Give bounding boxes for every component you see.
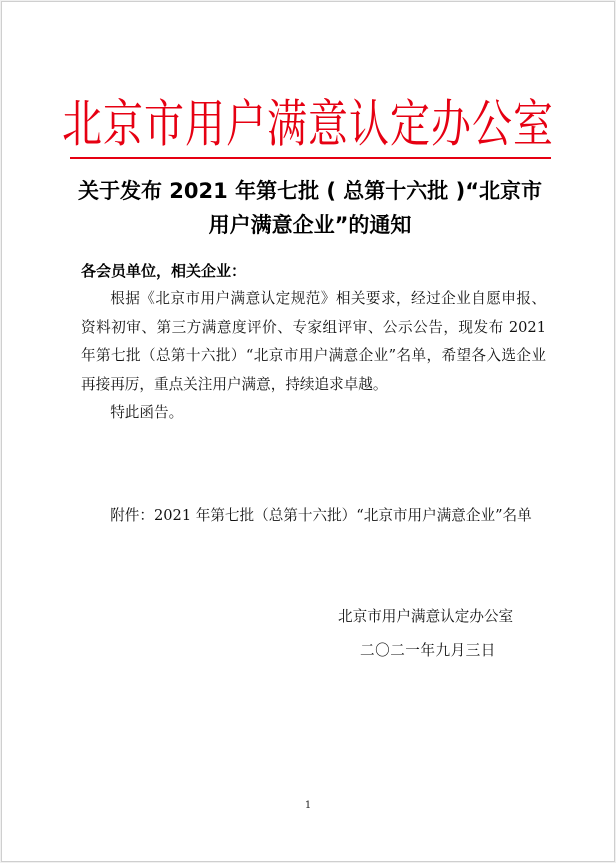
attachment-note: 附件：2021 年第七批（总第十六批）“北京市用户满意企业”名单 xyxy=(110,507,532,524)
notice-title-line2: 用户满意企业”的通知 xyxy=(208,213,412,237)
salutation: 各会员单位，相关企业： xyxy=(81,262,247,280)
issuer-signature: 北京市用户满意认定办公室 xyxy=(338,608,514,625)
issue-date: 二〇二一年九月三日 xyxy=(360,642,496,659)
document-page xyxy=(1,1,615,862)
masthead-title: 北京市用户满意认定办公室 xyxy=(62,95,554,155)
notice-title xyxy=(70,174,550,242)
body-paragraph-2: 特此函告。 xyxy=(110,404,184,421)
body-paragraph-1: 根据《北京市用户满意认定规范》相关要求，经过企业自愿申报、资料初审、第三方满意度评价、专家组评审、公示公告，现发布 2021 年第七批（总第十六批）“北京市用户满意企业”名单，希望各入选企业再接再厉，重点关注用户满意，持续追求卓越。 xyxy=(81,290,546,393)
notice-body xyxy=(81,285,546,428)
page-number: 1 xyxy=(304,800,312,811)
notice-title-line1: 关于发布 2021 年第七批 ( 总第十六批 )“北京市 xyxy=(78,179,542,203)
red-divider-rule xyxy=(70,157,551,159)
